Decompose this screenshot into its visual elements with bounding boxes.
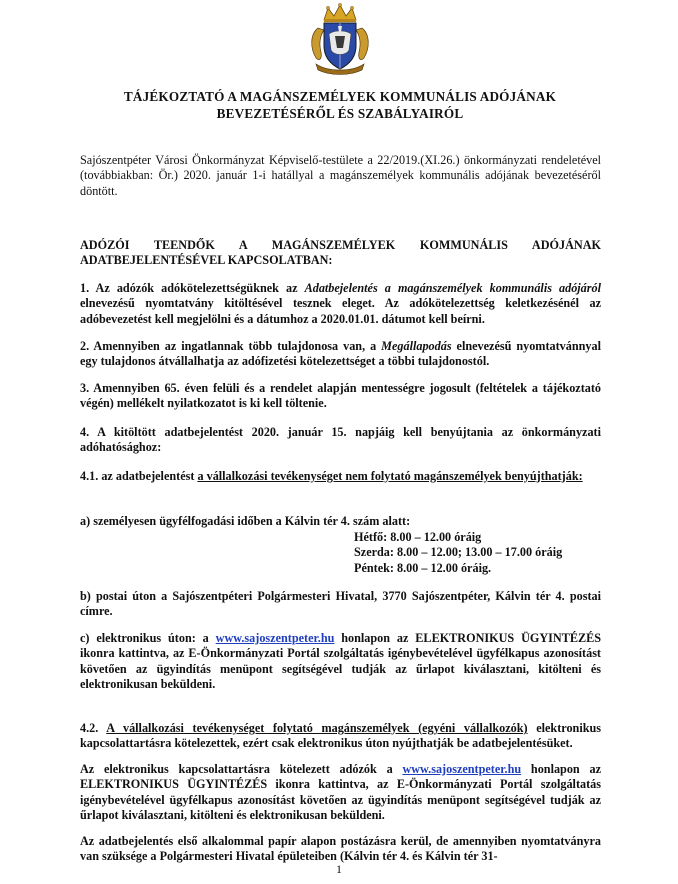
p1-text-a: 1. Az adózók adókötelezettségüknek az	[80, 281, 305, 295]
p4-text: 4. A kitöltött adatbejelentést 2020. január 15. napjáig kell benyújtania az önkormányzati adóhatósághoz:	[80, 425, 601, 455]
p5-text-b: honlapon az ELEKTRONIKUS ÜGYINTÉZÉS ikonra kattintva, az E-Önkormányzati Portál szolgáltatás igénybevételével ügyfélkapus azonosítást követően az ügyindítás menüpont segítségével tudják az űrlapot kiválasztani, kitölteni és elektronikusan beküldeni.	[80, 762, 601, 823]
p2-text-b: elnevezésű nyomtatvánnyal egy tulajdonos átvállalhatja az adófizetési kötelezettséget a többi tulajdonostól.	[80, 339, 601, 369]
paragraph-2	[80, 339, 601, 370]
paragraph-6	[80, 834, 601, 865]
coat-of-arms-icon	[304, 2, 376, 76]
intro-paragraph	[80, 153, 601, 199]
paragraph-a	[80, 514, 601, 529]
hours-wednesday: Szerda: 8.00 – 12.00; 13.00 – 17.00 óráig	[354, 545, 563, 560]
p5-text-a: Az elektronikus kapcsolattartásra kötelezett adózók a	[80, 762, 403, 776]
p2-text-a: 2. Amennyiben az ingatlannak több tulajdonosa van, a	[80, 339, 382, 353]
document-title	[80, 88, 600, 122]
p1-form-name: Adatbejelentés a magánszemélyek kommunális adójáról	[304, 281, 602, 295]
p42-prefix: 4.2.	[80, 721, 107, 735]
title-line-2: BEVEZETÉSÉRŐL ÉS SZABÁLYAIRÓL	[216, 106, 464, 121]
pa-text: a) személyesen ügyfélfogadási időben a Kálvin tér 4. szám alatt:	[80, 514, 411, 528]
paragraph-4-1	[80, 469, 601, 484]
paragraph-4-2	[80, 721, 601, 752]
intro-text: Sajószentpéter Városi Önkormányzat Képviselő-testülete a 22/2019.(XI.26.) önkormányzati rendeletével (továbbiakban: Ör.) 2020. január 1-i hatállyal a magánszemélyek kommunális adójának bevezetéséről döntött.	[80, 153, 601, 198]
pc-text-b: honlapon az ELEKTRONIKUS ÜGYINTÉZÉS ikonra kattintva, az E-Önkormányzati Portál szolgáltatás igénybevételével ügyfélkapus azonosítást követően az ügyindítás menüpont segítségével tudják az űrlapot kiválasztani, kitölteni és elektronikusan beküldeni.	[80, 631, 601, 692]
hours-monday: Hétfő: 8.00 – 12.00 óráig	[354, 530, 482, 544]
pc-text-a: c) elektronikus úton: a	[80, 631, 216, 645]
p6-text: Az adatbejelentés első alkalommal papír alapon postázásra kerül, de amennyiben nyomtatványra van szüksége a Polgármesteri Hivatal épületeiben (Kálvin tér 4. és Kálvin tér 31-	[80, 834, 601, 864]
office-hours	[354, 530, 562, 576]
p42-underlined: A vállalkozási tevékenységet folytató magánszemélyek (egyéni vállalkozók)	[106, 721, 528, 735]
p41-prefix: 4.1. az adatbejelentést	[80, 469, 198, 483]
p41-underlined: a vállalkozási tevékenységet nem folytató magánszemélyek benyújthatják:	[197, 469, 583, 483]
section-heading-line-2: ADATBEJELENTÉSÉVEL KAPCSOLATBAN:	[80, 253, 333, 268]
paragraph-c	[80, 631, 601, 693]
pb-text: b) postai úton a Sajószentpéteri Polgármesteri Hivatal, 3770 Sajószentpéter, Kálvin tér 4. postai címre.	[80, 589, 601, 619]
paragraph-5	[80, 762, 601, 824]
p42-rest: elektronikus kapcsolattartásra kötelezettek, ezért csak elektronikus úton nyújthatják be adatbejelentésüket.	[80, 721, 602, 751]
section-heading	[80, 238, 601, 269]
paragraph-3	[80, 381, 601, 412]
p3-text: 3. Amennyiben 65. éven felüli és a rendelet alapján mentességre jogosult (feltételek a tájékoztató végén) mellékelt nyilatkozatot is ki kell töltenie.	[80, 381, 601, 411]
paragraph-1	[80, 281, 601, 327]
page-number: 1	[336, 862, 342, 876]
website-link[interactable]: www.sajoszentpeter.hu	[215, 631, 335, 645]
paragraph-b	[80, 589, 601, 620]
paragraph-4	[80, 425, 601, 456]
p2-form-name: Megállapodás	[381, 339, 452, 353]
section-heading-line-1: ADÓZÓI TEENDŐK A MAGÁNSZEMÉLYEK KOMMUNÁLIS ADÓJÁNAK	[80, 238, 601, 252]
website-link-2[interactable]: www.sajoszentpeter.hu	[402, 762, 522, 776]
title-line-1: TÁJÉKOZTATÓ A MAGÁNSZEMÉLYEK KOMMUNÁLIS ADÓJÁNAK	[123, 89, 557, 104]
hours-friday: Péntek: 8.00 – 12.00 óráig.	[354, 560, 492, 575]
p1-text-b: elnevezésű nyomtatvány kitöltésével tesznek eleget. Az adókötelezettség keletkezésénél az adóbevezetést kell megjelölni és a dátumhoz a 2020.01.01. dátumot kell beírni.	[80, 296, 601, 326]
